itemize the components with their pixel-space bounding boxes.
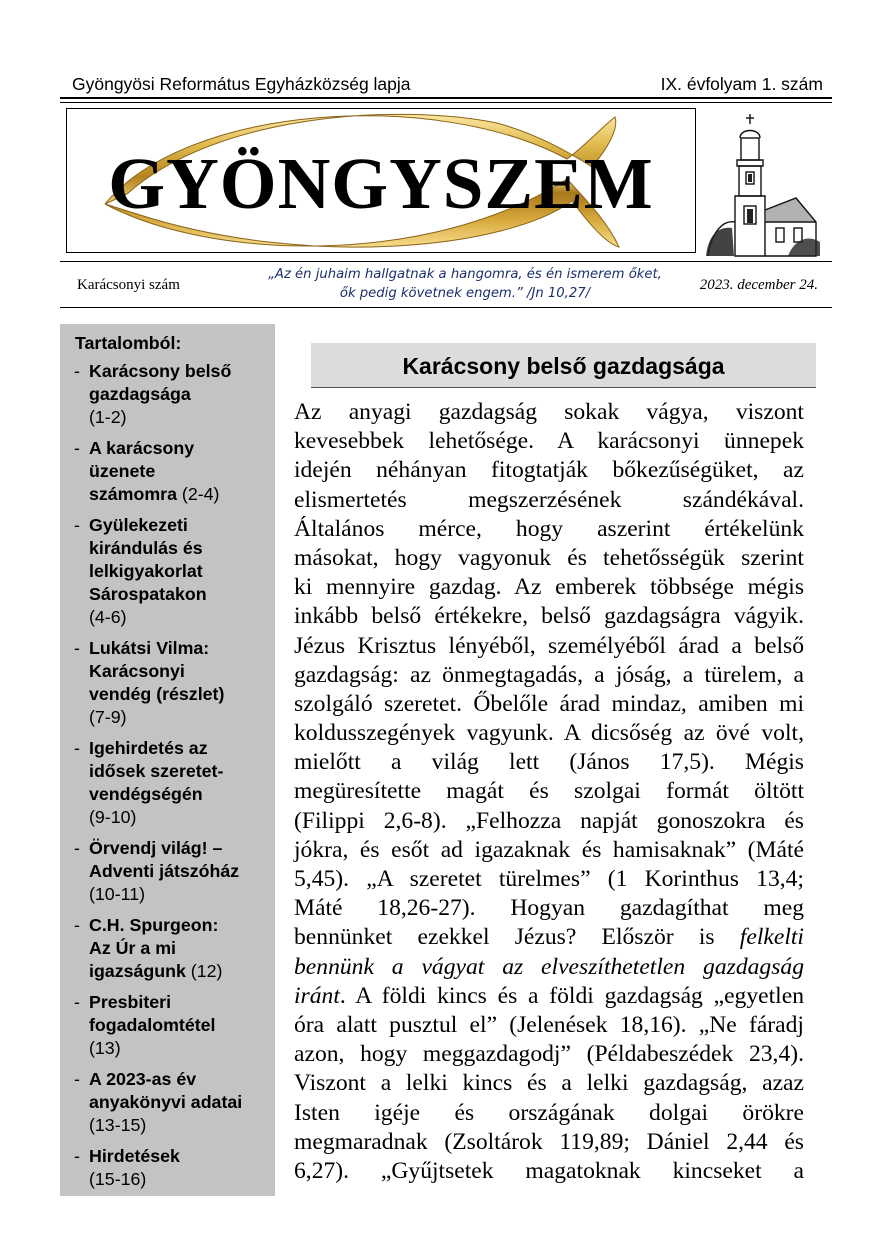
church-icon — [704, 110, 822, 258]
toc-item — [74, 914, 269, 983]
article-emphasis: iránt — [294, 982, 340, 1009]
issue-label: Karácsonyi szám — [77, 277, 180, 293]
article-line: szolgáló szeretet. Őbelőle árad mindaz, amiben mi — [294, 690, 804, 717]
toc-item — [74, 837, 269, 906]
toc-item-title: Karácsonyi — [89, 661, 185, 681]
article-line: mielőtt a világ lett (János 17,5). Mégis — [294, 749, 804, 776]
article-body — [294, 398, 804, 1186]
article-line: kevesebbek lehetősége. A karácsonyi ünnepek — [294, 428, 804, 455]
subheader-rule-bottom — [60, 307, 832, 308]
toc-item-title: üzenete — [89, 461, 156, 481]
article-line: elismertetés megszerzésének szándékával. — [294, 486, 804, 513]
article-line: óra alatt pusztul el” (Jelenések 18,16). „Ne fáradj — [294, 1011, 804, 1038]
toc-item-title: fogadalomtétel — [89, 1015, 216, 1035]
toc-item — [74, 737, 269, 829]
article-line: Isten igéje és országának dolgai örökre — [294, 1099, 804, 1126]
issue-date: 2023. december 24. — [699, 277, 818, 293]
toc-item-title: kirándulás és — [89, 538, 203, 558]
article-line: Viszont a lelki kincs és a lelki gazdagság, azaz — [294, 1070, 804, 1097]
toc-item-title: C.H. Spurgeon: — [89, 915, 219, 935]
article-line: idején néhányan fitogtatják bőkezűségüket, az — [294, 457, 804, 484]
toc-item-title: Az Úr a mi — [89, 938, 176, 958]
toc-item-pages: (13) — [89, 1038, 121, 1058]
toc-item-title: anyakönyvi adatai — [89, 1092, 243, 1112]
toc-item-title: számomra — [89, 484, 177, 504]
toc-heading: Tartalomból: — [75, 333, 182, 353]
toc-item — [74, 514, 269, 629]
toc-item-title: Hirdetések — [89, 1146, 180, 1166]
article-line: azon, hogy meggazdagodj” (Példabeszédek 23,4). — [294, 1041, 804, 1068]
toc-bullet: - — [74, 638, 80, 658]
toc-bullet: - — [74, 361, 80, 381]
masthead — [66, 108, 696, 253]
toc-bullet: - — [74, 838, 80, 858]
toc-item — [74, 1145, 269, 1191]
toc-item-pages: (9-10) — [89, 807, 137, 827]
publisher-name: Gyöngyösi Református Egyházközség lapja — [72, 74, 411, 94]
article-line: koldusszegények vagyunk. A dicsőség az övé volt, — [294, 720, 804, 747]
header-rule-thin — [60, 102, 832, 103]
toc-item-title: Gyülekezeti — [89, 515, 188, 535]
article-emphasis: bennünk a vágyat az elveszíthetetlen gazdagság — [294, 953, 804, 980]
toc-item-title: Lukátsi Vilma: — [89, 638, 210, 658]
toc-item-title: A 2023-as év — [89, 1069, 197, 1089]
article-line: iránt. A földi kincs és a földi gazdagság „egyetlen — [294, 982, 804, 1009]
toc-item — [74, 360, 269, 429]
article-line — [294, 953, 804, 982]
article-line: megüresítette magát és szolgai formát öltött — [294, 778, 804, 805]
toc-list — [74, 360, 269, 1199]
toc-item-title: Örvendj világ! – — [89, 838, 223, 858]
toc-item — [74, 1068, 269, 1137]
toc-item — [74, 437, 269, 506]
article-line: Máté 18,26-27). Hogyan gazdagíthat meg — [294, 895, 804, 922]
toc-item-title: Adventi játszóház — [89, 861, 240, 881]
toc-item-title: Presbiteri — [89, 992, 172, 1012]
motto-quote — [210, 265, 720, 303]
article-line: 6,27). „Gyűjtsetek magatoknak kincseket a — [294, 1157, 804, 1184]
toc-item-title: igazságunk — [89, 961, 186, 981]
article-line: megmaradnak (Zsoltárok 119,89; Dániel 2,44 és — [294, 1128, 804, 1155]
toc-item-pages: (7-9) — [89, 707, 127, 727]
article-line: ki mennyire gazdag. Az emberek többsége mégis — [294, 574, 804, 601]
toc-item-title: idősek szeretet- — [89, 761, 224, 781]
toc-item-title: Sárospatakon — [89, 584, 207, 604]
article-line: Jézus Krisztus lényéből, személyéből árad a belső — [294, 632, 804, 659]
volume-number: IX. évfolyam 1. szám — [660, 74, 823, 94]
toc-item-pages: (1-2) — [89, 407, 127, 427]
toc-item-pages: (15-16) — [89, 1169, 147, 1189]
toc-item — [74, 637, 269, 729]
toc-bullet: - — [74, 515, 80, 535]
article-emphasis: felkelti — [739, 924, 804, 951]
toc-item-title: Igehirdetés az — [89, 738, 208, 758]
motto-line-2: ők pedig követnek engem.” /Jn 10,27/ — [339, 286, 591, 301]
issue-line — [60, 262, 832, 306]
article-line: Általános mérce, hogy aszerint értékelünk — [294, 515, 804, 542]
article-title: Karácsony belső gazdagsága — [311, 343, 816, 388]
masthead-title: GYÖNGYSZEM — [108, 143, 654, 224]
article-line: (Filippi 2,6-8). „Felhozza napját gonoszokra és — [294, 807, 804, 834]
toc-bullet: - — [74, 1069, 80, 1089]
header-rule — [60, 97, 832, 99]
toc-item-title: A karácsony — [89, 438, 195, 458]
article-line: jókra, és esőt ad igazaknak és hamisaknak” (Máté — [294, 836, 804, 863]
toc-item-title: lelkigyakorlat — [89, 561, 203, 581]
article-line: gazdagság: az önmegtagadás, a jóság, a türelem, a — [294, 661, 804, 688]
toc-item-pages: (13-15) — [89, 1115, 147, 1135]
toc-bullet: - — [74, 915, 80, 935]
toc-item-title: vendégségén — [89, 784, 203, 804]
toc-bullet: - — [74, 738, 80, 758]
toc-item-pages: (4-6) — [89, 607, 127, 627]
toc-item-pages: (10-11) — [89, 884, 145, 904]
article-line: másokat, hogy vagyonuk és tehetősségük szerint — [294, 544, 804, 571]
article-line: 5,45). „A szeretet türelmes” (1 Korinthus 13,4; — [294, 866, 804, 892]
table-of-contents — [60, 324, 275, 1196]
article-line: inkább belső értékekre, belső gazdagságra vágyik. — [294, 603, 804, 630]
toc-item-title: vendég (részlet) — [89, 684, 225, 704]
publication-header — [70, 74, 825, 96]
toc-item-pages: (12) — [190, 961, 223, 981]
toc-item — [74, 991, 269, 1060]
toc-item-title: Karácsony belső — [89, 361, 232, 381]
toc-bullet: - — [74, 438, 80, 458]
toc-item-title: gazdagsága — [89, 384, 191, 404]
article-line: bennünket ezekkel Jézus? Először is felkelti — [294, 924, 804, 951]
toc-bullet: - — [74, 992, 80, 1012]
toc-item-pages: (2-4) — [181, 484, 220, 504]
toc-bullet: - — [74, 1146, 80, 1166]
article-line: Az anyagi gazdagság sokak vágya, viszont — [294, 399, 804, 425]
motto-line-1: „Az én juhaim hallgatnak a hangomra, és én ismerem őket, — [268, 267, 662, 282]
